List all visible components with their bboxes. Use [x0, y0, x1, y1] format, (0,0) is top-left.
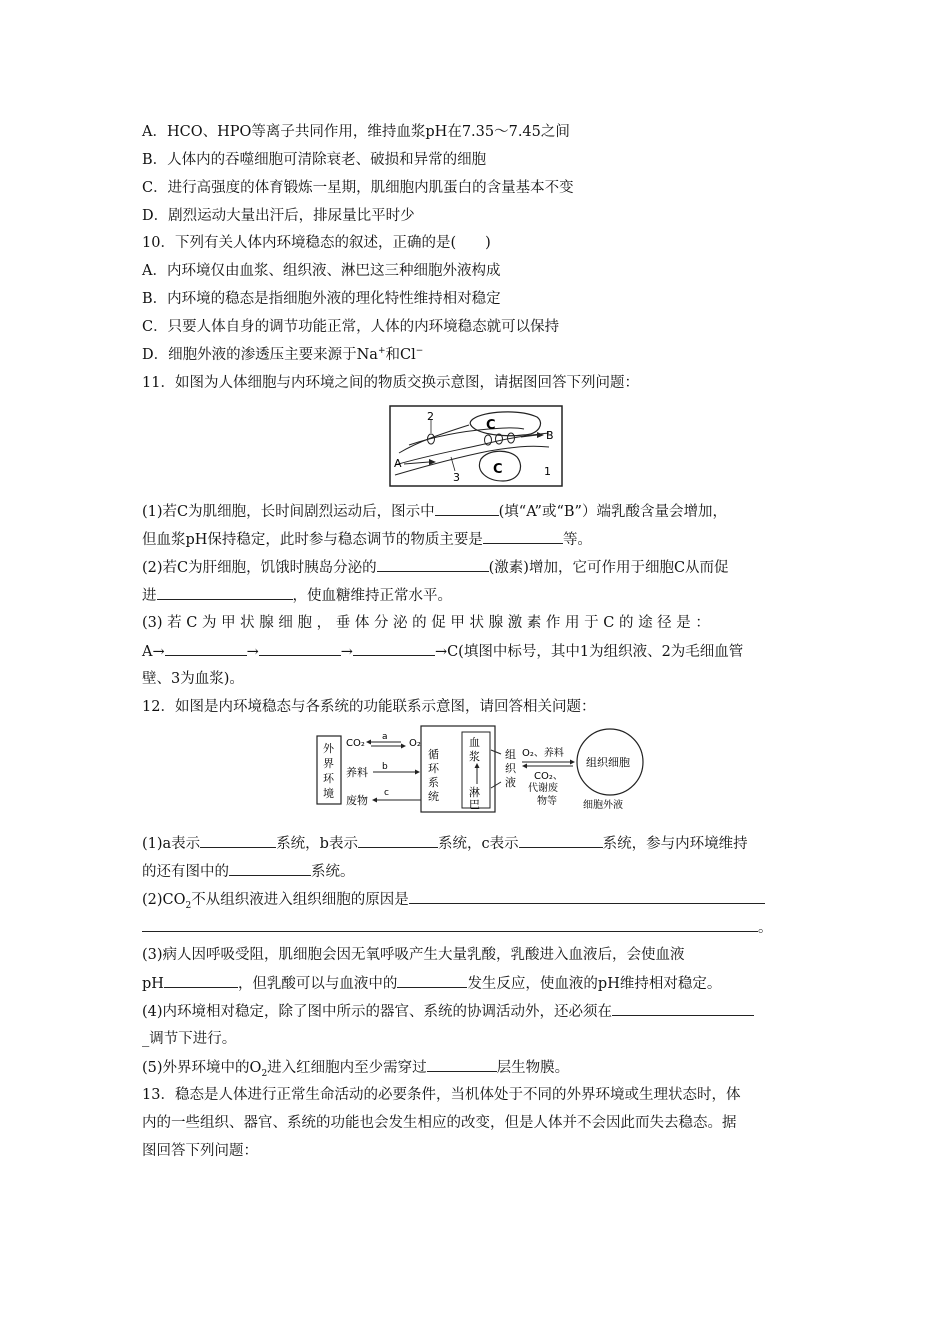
q11-exchange-diagram: [389, 405, 563, 487]
answer-blank[interactable]: [377, 557, 489, 572]
svg-text:巴: 巴: [469, 798, 480, 811]
q9-option-b: B．人体内的吞噬细胞可清除衰老、破损和异常的细胞: [142, 152, 487, 168]
svg-text:环: 环: [428, 762, 439, 775]
q12-part3-line2: pH ，但乳酸可以与血液中的 发生反应，使血液的pH维持相对稳定。: [142, 973, 721, 994]
answer-blank[interactable]: [200, 833, 276, 848]
q11-part3-line3: 壁、3为血浆)。: [142, 671, 244, 687]
answer-blank[interactable]: [157, 585, 293, 600]
svg-text:系: 系: [428, 776, 439, 789]
label-a: A: [394, 457, 402, 470]
q12-homeostasis-diagram: [315, 724, 651, 814]
label-2: 2: [427, 410, 434, 423]
q10-option-a: A．内环境仅由血浆、组织液、淋巴这三种细胞外液构成: [142, 263, 501, 279]
svg-text:环: 环: [323, 772, 334, 785]
q13-line2: 内的一些组织、器官、系统的功能也会发生相应的改变，但是人体并不会因此而失去稳态。据: [142, 1115, 737, 1131]
svg-text:物等: 物等: [537, 796, 557, 807]
label-c-top: C: [486, 418, 496, 433]
label-a: a: [382, 732, 388, 742]
q11-part1-line1: (1)若C为肌细胞，长时间剧烈运动后，图示中 (填“A”或“B”）端乳酸含量会增加，: [142, 501, 727, 522]
answer-blank[interactable]: [435, 501, 499, 516]
svg-text:液: 液: [505, 776, 516, 789]
svg-text:CO₂、: CO₂、: [534, 771, 563, 782]
svg-text:界: 界: [323, 757, 334, 770]
q9-option-c: C．进行高强度的体育锻炼一星期，肌细胞内肌蛋白的含量基本不变: [142, 180, 574, 196]
q10-option-b: B．内环境的稳态是指细胞外液的理化特性维持相对稳定: [142, 291, 501, 307]
svg-text:淋: 淋: [469, 786, 480, 799]
label-nutrients: 养料: [346, 766, 368, 779]
label-co2: CO₂: [346, 738, 365, 749]
answer-blank[interactable]: [259, 641, 341, 656]
q9-option-d: D．剧烈运动大量出汗后，排尿量比平时少: [142, 208, 415, 224]
q11-part3-line2: A→ → → →C(填图中标号，其中1为组织液、2为毛细血管: [142, 641, 743, 662]
svg-text:代谢废: 代谢废: [528, 783, 558, 794]
q11-part3-line1: (3) 若 C 为 甲 状 腺 细 胞 ， 垂 体 分 泌 的 促 甲 状 腺 激 素 作 用 于 C 的 途 径 是 ：: [142, 615, 710, 631]
answer-blank[interactable]: [409, 889, 765, 904]
label-o2: O₂: [409, 738, 421, 749]
label-b: b: [382, 762, 388, 772]
q10-option-d: D．细胞外液的渗透压主要来源于Na+和Cl−: [142, 346, 424, 363]
q12-part5: (5)外界环境中的$O_2$进入红细胞内至少需穿过 层生物膜。: [142, 1057, 569, 1078]
label-b: B: [546, 429, 554, 442]
svg-text:血: 血: [469, 736, 480, 749]
answer-blank[interactable]: [165, 641, 247, 656]
label-extracellular: 细胞外液: [583, 800, 623, 811]
q12-part3-line1: (3)病人因呼吸受阻，肌细胞会因无氧呼吸产生大量乳酸，乳酸进入血液后，会使血液: [142, 947, 685, 963]
q12-part2-line1: $(2)CO_2$不从组织液进入组织细胞的原因是: [142, 889, 765, 910]
q9-option-a: A．HCO、HPO等离子共同作用，维持血浆pH在7.35～7.45之间: [142, 124, 570, 140]
answer-blank[interactable]: [229, 861, 311, 876]
svg-text:境: 境: [323, 787, 334, 800]
label-c: c: [384, 788, 389, 798]
svg-text:统: 统: [428, 790, 439, 803]
answer-blank[interactable]: [519, 833, 603, 848]
answer-blank[interactable]: [483, 529, 563, 544]
answer-blank[interactable]: [164, 973, 238, 988]
svg-text:组: 组: [505, 748, 516, 761]
svg-text:织: 织: [505, 762, 516, 775]
answer-blank[interactable]: [612, 1001, 754, 1016]
answer-blank[interactable]: [353, 641, 435, 656]
label-1: 1: [544, 465, 551, 478]
q12-stem: 12．如图是内环境稳态与各系统的功能联系示意图，请回答相关问题：: [142, 699, 596, 715]
svg-text:外: 外: [323, 742, 334, 755]
q12-part4-line1: (4)内环境相对稳定，除了图中所示的器官、系统的协调活动外，还必须在: [142, 1001, 754, 1022]
q12-part1-line2: 的还有图中的 系统。: [142, 861, 355, 882]
q13-line1: 13．稳态是人体进行正常生命活动的必要条件，当机体处于不同的外界环境或生理状态时，体: [142, 1087, 741, 1103]
answer-blank[interactable]: [397, 973, 467, 988]
q11-stem: 11．如图为人体细胞与内环境之间的物质交换示意图，请据图回答下列问题：: [142, 375, 639, 391]
svg-text:浆: 浆: [469, 750, 480, 763]
label-o2-nutrients: O₂、养料: [522, 748, 564, 759]
answer-blank[interactable]: [427, 1057, 497, 1072]
q11-part2-line1: (2)若C为肝细胞，饥饿时胰岛分泌的 (激素)增加，它可作用于细胞C从而促: [142, 557, 729, 578]
q10-option-c: C．只要人体自身的调节功能正常，人体的内环境稳态就可以保持: [142, 319, 560, 335]
label-tissue-cell: 组织细胞: [586, 756, 630, 769]
q13-line3: 图回答下列问题：: [142, 1143, 258, 1159]
label-waste: 废物: [346, 794, 368, 807]
q12-part2-line2: 。: [142, 917, 773, 938]
q11-part1-line2: 但血浆pH保持稳定，此时参与稳态调节的物质主要是 等。: [142, 529, 592, 550]
label-3: 3: [453, 471, 460, 484]
q12-part4-line2: _调节下进行。: [142, 1031, 237, 1047]
q10-stem: 10．下列有关人体内环境稳态的叙述，正确的是( ): [142, 235, 491, 251]
answer-blank[interactable]: [358, 833, 438, 848]
q12-part1-line1: (1)a表示 系统，b表示 系统，c表示 系统，参与内环境维持: [142, 833, 748, 854]
answer-blank[interactable]: [142, 917, 758, 932]
label-c-bottom: C: [493, 462, 503, 477]
svg-text:循: 循: [428, 748, 439, 761]
q11-part2-line2: 进 ，使血糖维持正常水平。: [142, 585, 452, 606]
